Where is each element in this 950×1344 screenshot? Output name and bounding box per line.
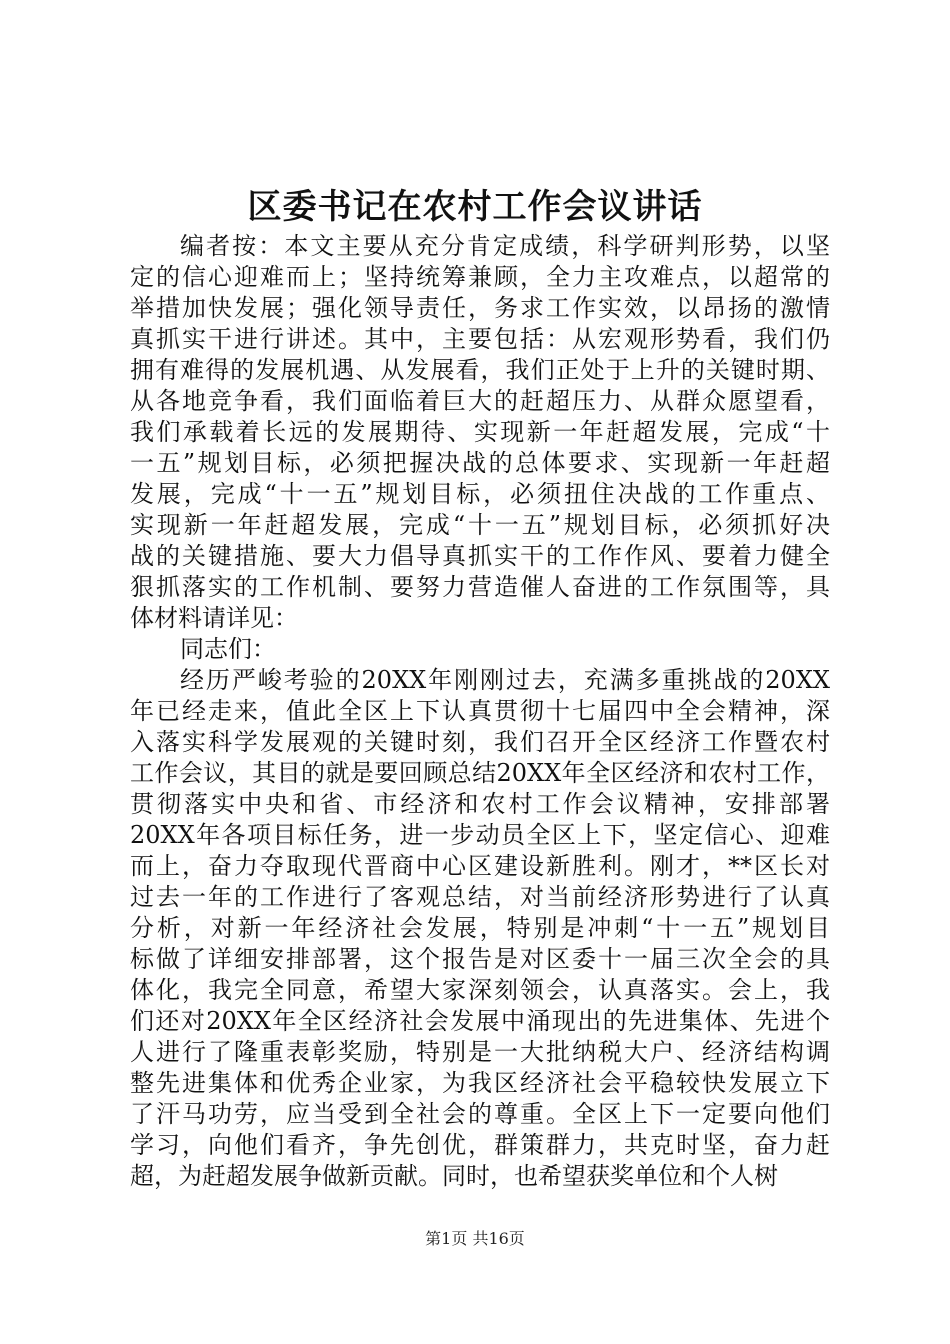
paragraph-line: 了汗马功劳，应当受到全社会的尊重。全区上下一定要向他们 <box>130 1100 830 1128</box>
document-title: 区委书记在农村工作会议讲话 <box>247 187 703 227</box>
paragraph-line: 同志们： <box>180 635 276 663</box>
paragraph-line: 一五”规划目标，必须把握决战的总体要求、实现新一年赶超 <box>130 449 830 477</box>
paragraph-line: 人进行了隆重表彰奖励，特别是一大批纳税大户、经济结构调 <box>130 1038 830 1066</box>
paragraph-line: 超，为赶超发展争做新贡献。同时，也希望获奖单位和个人树 <box>130 1162 778 1190</box>
paragraph-line: 举措加快发展；强化领导责任，务求工作实效，以昂扬的激情 <box>130 294 830 322</box>
paragraph-line: 体材料请详见： <box>130 604 298 632</box>
paragraph-line: 而上，奋力夺取现代晋商中心区建设新胜利。刚才，**区长对 <box>130 852 830 880</box>
paragraph-line: 经历严峻考验的20XX年刚刚过去，充满多重挑战的20XX <box>180 666 830 694</box>
paragraph-line: 我们承载着长远的发展期待、实现新一年赶超发展，完成“十 <box>130 418 830 446</box>
paragraph-line: 定的信心迎难而上；坚持统筹兼顾，全力主攻难点，以超常的 <box>130 263 830 291</box>
paragraph-line: 狠抓落实的工作机制、要努力营造催人奋进的工作氛围等，具 <box>130 573 830 601</box>
page-footer: 第1页 共16页 <box>425 1229 525 1248</box>
paragraph-line: 贯彻落实中央和省、市经济和农村工作会议精神，安排部署 <box>130 790 830 818</box>
paragraph-line: 过去一年的工作进行了客观总结，对当前经济形势进行了认真 <box>130 883 830 911</box>
paragraph-line: 真抓实干进行讲述。其中，主要包括：从宏观形势看，我们仍 <box>130 325 830 353</box>
paragraph-line: 整先进集体和优秀企业家，为我区经济社会平稳较快发展立下 <box>130 1069 830 1097</box>
paragraph-line: 学习，向他们看齐，争先创优，群策群力，共克时坚，奋力赶 <box>130 1131 830 1159</box>
paragraph-line: 工作会议，其目的就是要回顾总结20XX年全区经济和农村工作， <box>130 759 830 787</box>
paragraph-line: 实现新一年赶超发展，完成“十一五”规划目标，必须抓好决 <box>130 511 830 539</box>
paragraph-line: 们还对20XX年全区经济社会发展中涌现出的先进集体、先进个 <box>130 1007 830 1035</box>
paragraph-line: 年已经走来，值此全区上下认真贯彻十七届四中全会精神，深 <box>130 697 830 725</box>
paragraph-line: 发展，完成“十一五”规划目标，必须扭住决战的工作重点、 <box>130 480 830 508</box>
paragraph-line: 体化，我完全同意，希望大家深刻领会，认真落实。会上，我 <box>130 976 830 1004</box>
paragraph-line: 20XX年各项目标任务，进一步动员全区上下，坚定信心、迎难 <box>130 821 830 849</box>
document-body <box>130 231 830 1192</box>
paragraph-line: 从各地竞争看，我们面临着巨大的赶超压力、从群众愿望看， <box>130 387 830 415</box>
paragraph-line: 拥有难得的发展机遇、从发展看，我们正处于上升的关键时期、 <box>130 356 830 384</box>
paragraph-line: 战的关键措施、要大力倡导真抓实干的工作作风、要着力健全 <box>130 542 830 570</box>
paragraph-line: 编者按：本文主要从充分肯定成绩，科学研判形势，以坚 <box>180 232 830 260</box>
paragraph-line: 标做了详细安排部署，这个报告是对区委十一届三次全会的具 <box>130 945 830 973</box>
paragraph-line: 入落实科学发展观的关键时刻，我们召开全区经济工作暨农村 <box>130 728 830 756</box>
paragraph-line: 分析，对新一年经济社会发展，特别是冲刺“十一五”规划目 <box>130 914 830 942</box>
